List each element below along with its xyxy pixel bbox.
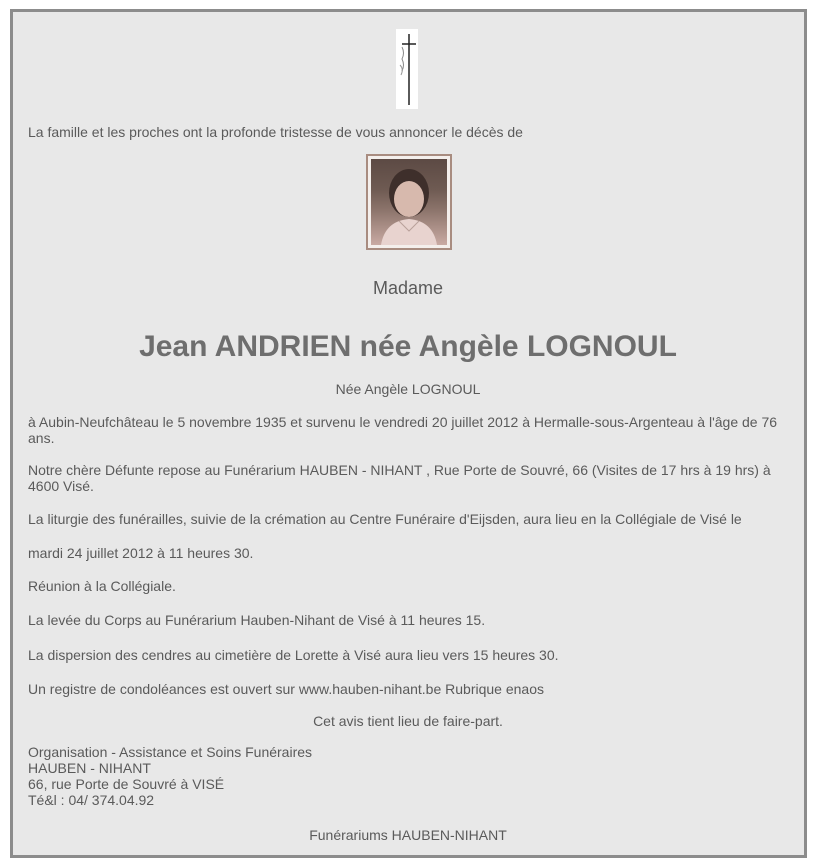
deceased-name: Jean ANDRIEN née Angèle LOGNOUL (139, 330, 677, 363)
body-lift-text: La levée du Corps au Funérarium Hauben-Nihant de Visé à 11 heures 15. (28, 612, 486, 628)
organisation-line: 66, rue Porte de Souvré à VISÉ (28, 776, 225, 792)
honorific: Madame (372, 278, 444, 298)
footer-text: Funérariums HAUBEN-NIHANT (309, 827, 507, 843)
liturgy-date-text: mardi 24 juillet 2012 à 11 heures 30. (28, 545, 254, 561)
organisation-line: Organisation - Assistance et Soins Funéraires (28, 744, 313, 760)
portrait-photo (371, 159, 447, 245)
ashes-text: La dispersion des cendres au cimetière de Lorette à Visé aura lieu vers 15 heures 30. (28, 647, 559, 663)
obituary-notice (10, 9, 807, 858)
birth-death-text: à Aubin-Neufchâteau le 5 novembre 1935 et survenu le vendredi 20 juillet 2012 à Hermalle-sous-Argenteau à l'âge de 76 ans. (28, 414, 778, 446)
rest-place-text: Notre chère Défunte repose au Funérarium HAUBEN - NIHANT , Rue Porte de Souvré, 66 (Visites de 17 hrs à 19 hrs) à 4600 Visé. (28, 462, 771, 494)
intro-text: La famille et les proches ont la profonde tristesse de vous annoncer le décès de (28, 124, 523, 140)
maiden-name: Née Angèle LOGNOUL (335, 381, 481, 397)
cross-icon (396, 29, 418, 109)
organisation-block (28, 744, 788, 808)
portrait-frame (366, 154, 452, 250)
liturgy-text: La liturgie des funérailles, suivie de la crémation au Centre Funéraire d'Eijsden, aura lieu en la Collégiale de Visé le (28, 511, 742, 527)
organisation-line: HAUBEN - NIHANT (28, 760, 151, 776)
notice-text: Cet avis tient lieu de faire-part. (313, 713, 503, 729)
condolences-text: Un registre de condoléances est ouvert sur www.hauben-nihant.be Rubrique enaos (28, 681, 544, 697)
organisation-phone: Té&l : 04/ 374.04.92 (28, 792, 155, 808)
meeting-text: Réunion à la Collégiale. (28, 578, 176, 594)
